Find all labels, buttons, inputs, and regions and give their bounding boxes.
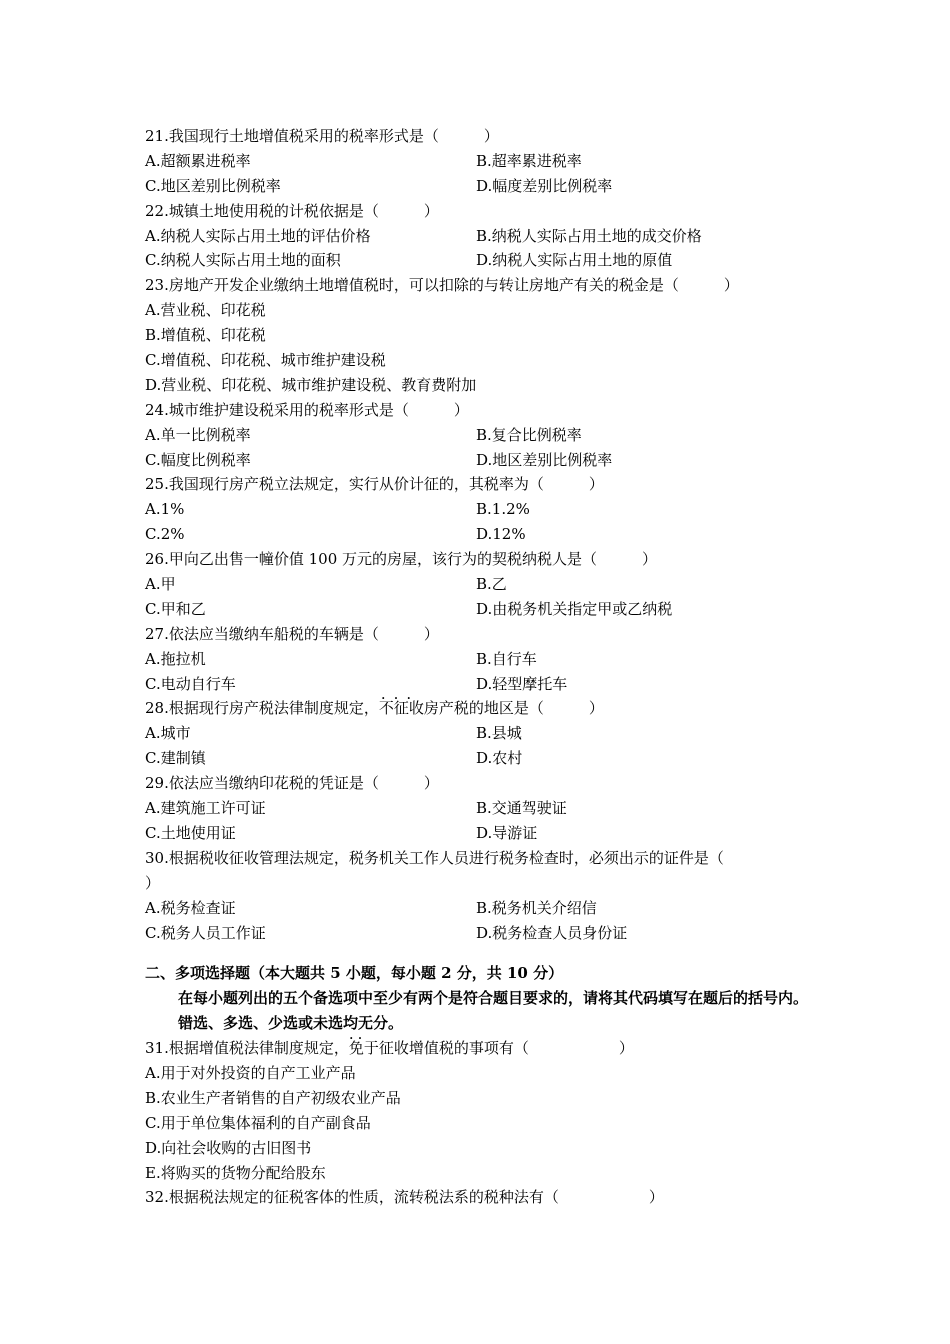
option: C.甲和乙 — [145, 599, 206, 618]
option: C.电动自行车 — [145, 674, 236, 693]
option-row — [145, 647, 810, 672]
option: D.导游证 — [476, 823, 538, 842]
question-stem: 26.甲向乙出售一幢价值 100 万元的房屋，该行为的契税纳税人是（ ） — [145, 550, 658, 569]
question-stem: 29.依法应当缴纳印花税的凭证是（ ） — [145, 774, 439, 793]
question-stem: 25.我国现行房产税立法规定，实行从价计征的，其税率为（ ） — [145, 475, 604, 494]
option: A.拖拉机 — [145, 649, 206, 668]
question-stem — [145, 696, 810, 721]
option: D.幅度差别比例税率 — [476, 176, 613, 195]
option-row — [145, 248, 810, 273]
option-row — [145, 896, 810, 921]
option: C.纳税人实际占用土地的面积 — [145, 251, 341, 270]
option: A.1% — [145, 500, 185, 519]
option: B.交通驾驶证 — [476, 799, 567, 818]
question-stem: 27.依法应当缴纳车船税的车辆是（ ） — [145, 624, 439, 643]
stem-text: 28.根据现行房产税法律制度规定， — [145, 699, 379, 718]
option: A.用于对外投资的自产工业产品 — [145, 1063, 356, 1082]
option: C.增值税、印花税、城市维护建设税 — [145, 351, 386, 370]
option: D.12% — [476, 525, 526, 544]
question-stem: 21.我国现行土地增值税采用的税率形式是（ ） — [145, 127, 499, 145]
option: C.土地使用证 — [145, 823, 236, 842]
option: B.复合比例税率 — [476, 425, 582, 444]
section-instruction: 在每小题列出的五个备选项中至少有两个是符合题目要求的，请将其代码填写在题后的括号内。错选、多选、少选或未选均无分。 — [178, 989, 809, 1033]
question-stem — [145, 1036, 810, 1061]
question-stem: 30.根据税收征收管理法规定，税务机关工作人员进行税务检查时，必须出示的证件是（ — [145, 848, 724, 867]
option-row — [145, 746, 810, 771]
option: A.甲 — [145, 575, 176, 594]
option: D.轻型摩托车 — [476, 674, 568, 693]
option: A.税务检查证 — [145, 898, 236, 917]
option: D.农村 — [476, 749, 523, 768]
option-row — [145, 522, 810, 547]
question-stem: 32.根据税法规定的征税客体的性质，流转税法系的税种法有（ ） — [145, 1188, 664, 1207]
option: E.将购买的货物分配给股东 — [145, 1163, 326, 1182]
option: B.乙 — [476, 575, 507, 594]
option: D.地区差别比例税率 — [476, 450, 613, 469]
option: D.纳税人实际占用土地的原值 — [476, 251, 673, 270]
section-gap — [145, 945, 810, 961]
option: C.税务人员工作证 — [145, 923, 266, 942]
option: A.城市 — [145, 724, 191, 743]
option: B.增值税、印花税 — [145, 326, 266, 345]
option-row — [145, 174, 810, 199]
option: D.税务检查人员身份证 — [476, 923, 628, 942]
option: D.向社会收购的古旧图书 — [145, 1138, 312, 1157]
option: B.税务机关介绍信 — [476, 898, 597, 917]
option-row — [145, 821, 810, 846]
stem-text: 31.根据增值税法律制度规定， — [145, 1039, 349, 1058]
option-row — [145, 672, 810, 697]
option: B.纳税人实际占用土地的成交价格 — [476, 226, 702, 245]
option-row — [145, 497, 810, 522]
emphasis-text: 免于 ·· — [349, 1039, 379, 1057]
option-row — [145, 224, 810, 249]
option: A.单一比例税率 — [145, 425, 251, 444]
question-stem-continuation: ） — [145, 873, 161, 892]
option: C.幅度比例税率 — [145, 450, 251, 469]
question-stem: 24.城市维护建设税采用的税率形式是（ ） — [145, 400, 469, 419]
option-row — [145, 572, 810, 597]
option-row — [145, 796, 810, 821]
question-stem: 23.房地产开发企业缴纳土地增值税时，可以扣除的与转让房地产有关的税金是（ ） — [145, 276, 739, 295]
option-row — [145, 597, 810, 622]
option: C.地区差别比例税率 — [145, 176, 281, 195]
option-row — [145, 721, 810, 746]
option: B.1.2% — [476, 500, 530, 519]
option-row — [145, 423, 810, 448]
option-row — [145, 448, 810, 473]
option: C.建制镇 — [145, 749, 206, 768]
option: B.县城 — [476, 724, 522, 743]
section-title: 二、多项选择题（本大题共 5 小题，每小题 2 分，共 10 分） — [145, 964, 564, 983]
option: C.用于单位集体福利的自产副食品 — [145, 1113, 371, 1132]
option: D.营业税、印花税、城市维护建设税、教育费附加 — [145, 375, 477, 394]
option-row — [145, 921, 810, 946]
stem-text: 房产税的地区是（ ） — [423, 699, 604, 718]
option-row — [145, 149, 810, 174]
option: A.建筑施工许可证 — [145, 799, 266, 818]
option: B.农业生产者销售的自产初级农业产品 — [145, 1088, 401, 1107]
stem-text: 征收增值税的事项有（ ） — [378, 1039, 634, 1058]
option: C.2% — [145, 525, 185, 544]
option: B.自行车 — [476, 649, 537, 668]
option: D.由税务机关指定甲或乙纳税 — [476, 599, 673, 618]
question-stem: 22.城镇土地使用税的计税依据是（ ） — [145, 201, 439, 220]
option: A.纳税人实际占用土地的评估价格 — [145, 226, 371, 245]
option: A.超额累进税率 — [145, 151, 251, 170]
option: B.超率累进税率 — [476, 151, 582, 170]
option: A.营业税、印花税 — [145, 301, 266, 320]
exam-page — [145, 124, 810, 1210]
emphasis-text: 不征收 ··· — [379, 699, 424, 717]
